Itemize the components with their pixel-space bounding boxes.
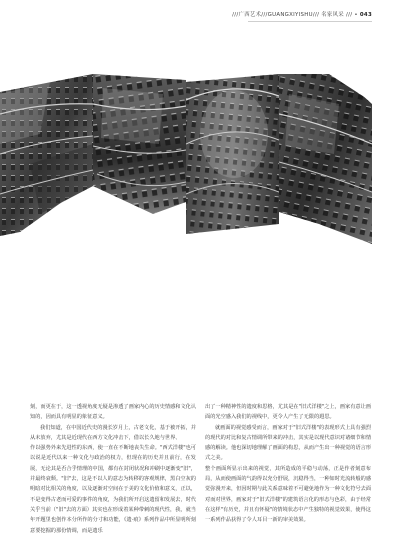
page-number-sep: • xyxy=(354,12,360,18)
running-title: ///广西艺术///GUANGXIYISHU/// 名家风采 /// xyxy=(232,12,353,18)
artwork-panel-3 xyxy=(186,74,279,244)
artwork-panel-1 xyxy=(0,74,93,244)
paragraph: 就画面的视觉感受而言，画家对于"旧式洋楼"的表现形式上具有强烈的现代的对比和复古情调所带来的冲击，其实是以现代意识对诸细节和情感的解读。他也深切地理解了画面的构思，从而产生出一种视觉的语言形式之美。 xyxy=(205,424,372,462)
artwork-panel-4 xyxy=(279,74,372,244)
paragraph: 作以强势外来先进性的东西，使一直在不断地丧失生命。"西式洋楼"也可以说是近代以来一种文化与政治的权力，但现在的历史并且前行，在发展，无论其是否合乎情理的中国，都有在封闭状况和冲刷中逐渐变"旧"，并最终衰颓。"旧"去，这是不以人的意志为转移的客观规律，黑白空灰的明暗对比相关的角度，以及逐渐对空间在于美的文化价值和意义，正以，不是变得古老而可爱的事件的角度，为我们所开启这遗留和发展去，时代关乎当前（"旧"去的方面）其实也在形成着某种带刺的现代性，我，就当年开题里也创作本分所作的分寸和功能，《遗·痕》系列作品中所显明所刻意要挖掘的那份情调，而是遗乐 xyxy=(30,445,197,534)
paragraph: 出了一种精神性的遗度和思格，尤其是在"旧式洋楼"之上，画家有意让画面的光空感入我们的视线中，更令人产生了无限的遐思。 xyxy=(205,404,371,421)
header-rule xyxy=(248,21,372,22)
text-column-left xyxy=(30,402,196,536)
running-header xyxy=(232,10,372,18)
artwork-panel-2 xyxy=(93,74,186,244)
paragraph: 我们知道，在中国近代史的漫长岁月上，古老文化，基于被开拓，并从未放弃，尤其是近现代在西方文化冲击下，借以长久地与世界、 xyxy=(30,424,196,441)
paragraph: 整个画面所显示出来的视觉，其所造成的平稳与动荡，正是作者刻意布局，从而使画面的气韵得以充分舒展，沉稳得当，一种如时光流转般的感觉弥漫开来，但因时期与此关系意味着不可避免地作为一种文化符号去面对而对世界，画家对于"旧式洋楼"的建筑语言化的形态与色彩，由于经常在这样"有历史，并且有怀疑"的情境状态中产生独特的视觉效果，使得这一系列作品获得了令人耳目一新的审美效果。 xyxy=(205,465,372,524)
page-number: 043 xyxy=(359,12,372,18)
text-column-right xyxy=(205,402,371,526)
paragraph: 刻，而更在于，这一透视角度无疑是渗透了画家内心的历史情感和文化认知的，因而具有明显的象征意义。 xyxy=(30,404,197,421)
artwork-polyptych xyxy=(0,74,372,244)
